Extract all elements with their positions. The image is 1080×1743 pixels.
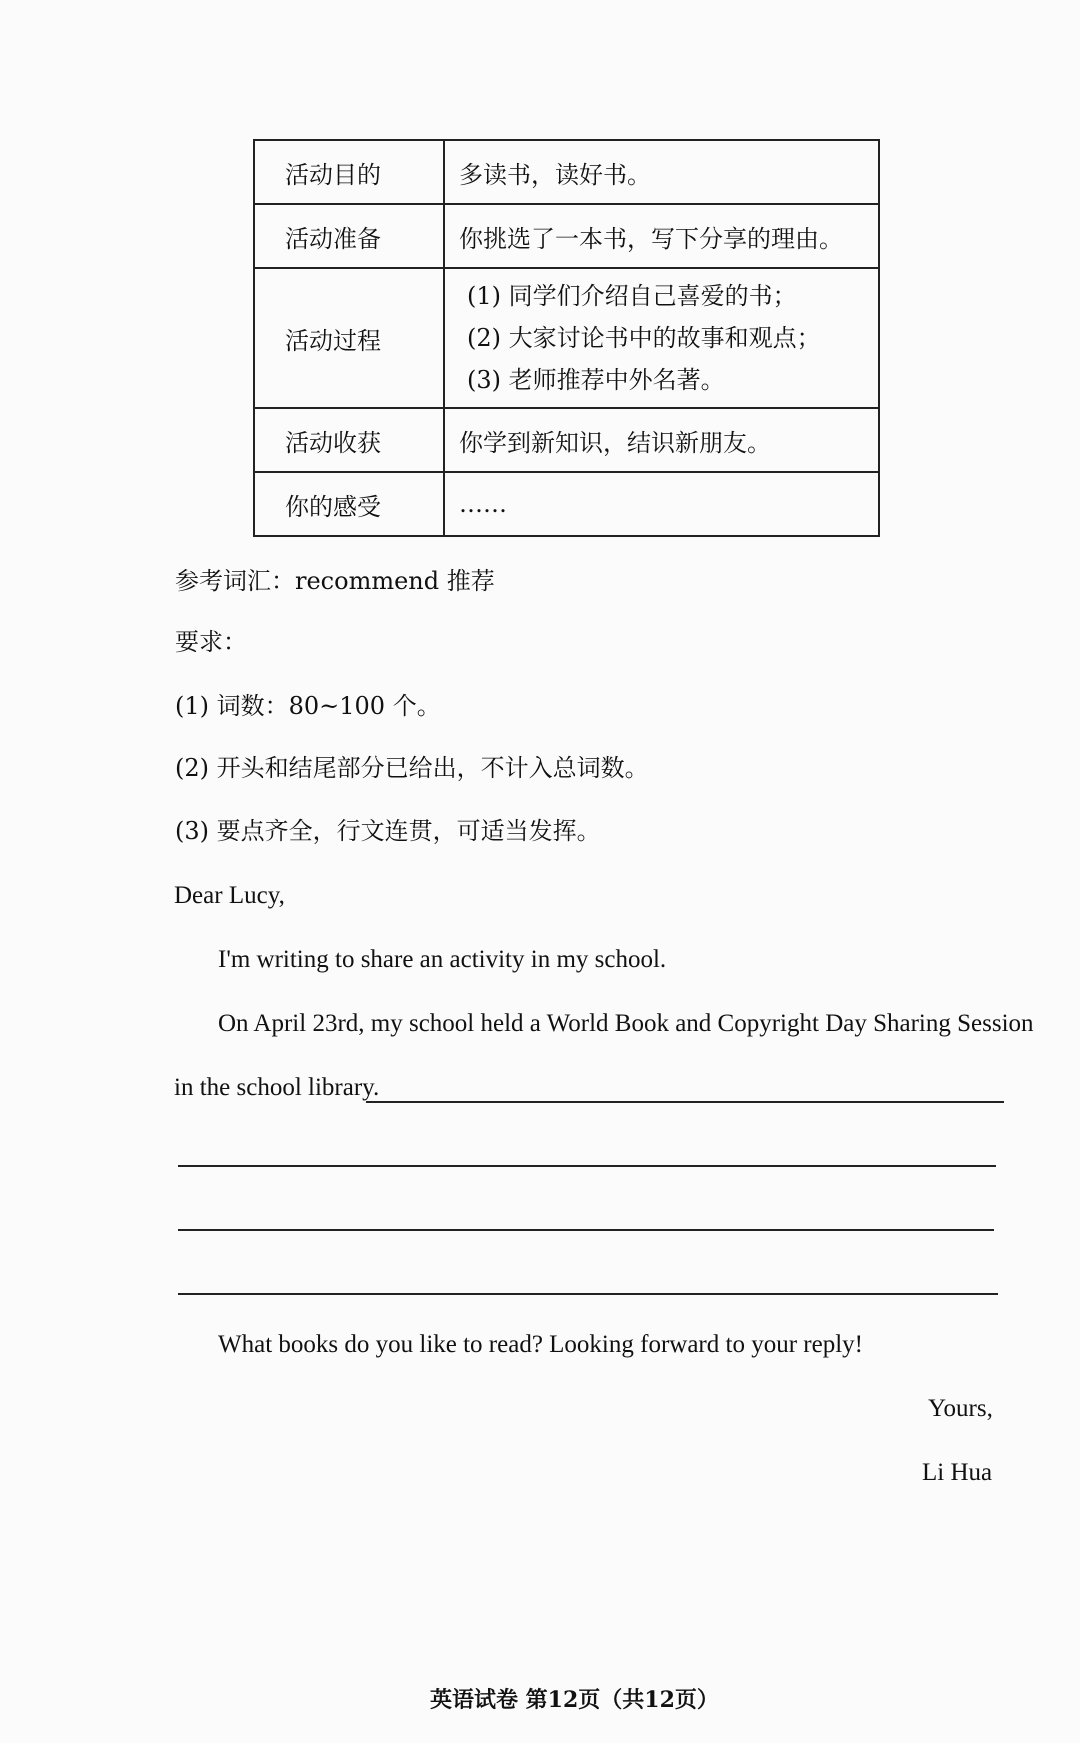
step-item: (3) 老师推荐中外名著。	[467, 366, 725, 394]
row-value: 多读书，读好书。	[444, 140, 879, 204]
letter-signoff: Yours,	[928, 1395, 993, 1422]
answer-line	[178, 1165, 996, 1167]
row-label: 你的感受	[254, 472, 444, 536]
requirement-item: (3) 要点齐全，行文连贯，可适当发挥。	[175, 817, 601, 845]
row-label: 活动目的	[254, 140, 444, 204]
row-steps	[444, 268, 879, 408]
row-value: ……	[444, 472, 879, 536]
reference-vocabulary: 参考词汇：recommend 推荐	[175, 567, 495, 595]
step-item: (1) 同学们介绍自己喜爱的书；	[467, 282, 797, 310]
table-row	[254, 268, 879, 408]
letter-greeting: Dear Lucy,	[174, 882, 285, 909]
row-value: 你学到新知识，结识新朋友。	[444, 408, 879, 472]
answer-line	[366, 1101, 1004, 1103]
letter-paragraph-2-continued: in the school library.	[174, 1074, 380, 1101]
step-item: (2) 大家讨论书中的故事和观点；	[467, 324, 821, 352]
page-footer: 英语试卷 第12页（共12页）	[430, 1687, 719, 1713]
requirement-item: (2) 开头和结尾部分已给出，不计入总词数。	[175, 754, 649, 782]
letter-paragraph-1: I'm writing to share an activity in my school.	[218, 946, 667, 973]
answer-line	[178, 1229, 994, 1231]
row-label: 活动准备	[254, 204, 444, 268]
table-row	[254, 140, 879, 204]
table-row	[254, 472, 879, 536]
answer-line	[178, 1293, 998, 1295]
table-row	[254, 204, 879, 268]
letter-signature-name: Li Hua	[922, 1459, 993, 1486]
activity-table	[253, 139, 880, 537]
row-label: 活动过程	[254, 268, 444, 408]
letter-paragraph-2: On April 23rd, my school held a World Book and Copyright Day Sharing Session	[218, 1010, 1034, 1037]
requirements-title: 要求：	[175, 628, 247, 656]
row-value: 你挑选了一本书，写下分享的理由。	[444, 204, 879, 268]
requirement-item: (1) 词数：80~100 个。	[175, 692, 441, 720]
row-label: 活动收获	[254, 408, 444, 472]
letter-closing-question: What books do you like to read? Looking forward to your reply!	[218, 1331, 863, 1358]
table-row	[254, 408, 879, 472]
